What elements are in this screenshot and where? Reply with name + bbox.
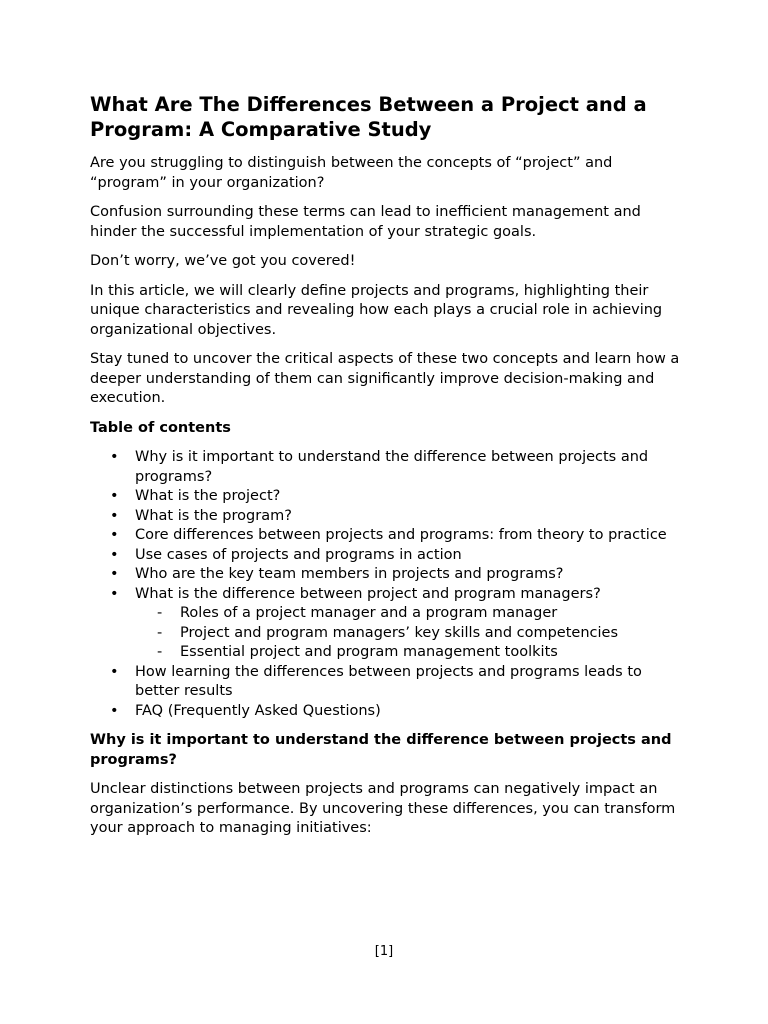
toc-item[interactable] [90, 702, 680, 722]
toc-item[interactable] [90, 546, 680, 566]
document-page [90, 92, 680, 849]
toc-item-label: What is the project? [135, 488, 281, 504]
toc-item-label: How learning the differences between projects and programs leads to better results [135, 663, 642, 699]
toc-subitem[interactable] [135, 604, 680, 624]
intro-paragraph: Stay tuned to uncover the critical aspects of these two concepts and learn how a deeper understanding of them can significantly improve decision-making and execution. [90, 351, 680, 406]
intro-paragraph: Confusion surrounding these terms can lead to inefficient management and hinder the successful implementation of your strategic goals. [90, 204, 641, 240]
toc-item[interactable] [90, 565, 680, 585]
page-number: [1] [374, 944, 394, 959]
section-heading: Why is it important to understand the difference between projects and programs? [90, 732, 672, 768]
bullet-icon: • [110, 507, 119, 524]
toc-item[interactable] [90, 448, 680, 487]
toc-item-label: Why is it important to understand the difference between projects and programs? [135, 449, 649, 485]
toc-item[interactable] [90, 585, 680, 663]
toc-subitem[interactable] [135, 624, 680, 644]
intro-paragraph: Don’t worry, we’ve got you covered! [90, 253, 356, 269]
toc-item[interactable] [90, 507, 680, 527]
intro-paragraph: In this article, we will clearly define projects and programs, highlighting their unique characteristics and revealing how each plays a crucial role in achieving organizational objectives. [90, 282, 663, 338]
toc-item[interactable] [90, 526, 680, 546]
dash-icon: - [157, 624, 163, 641]
toc-subitem-label: Roles of a project manager and a program manager [180, 605, 558, 621]
bullet-icon: • [110, 663, 119, 680]
toc-subitem[interactable] [135, 643, 680, 663]
toc-sublist [135, 604, 680, 663]
toc-item-label: Core differences between projects and programs: from theory to practice [135, 527, 667, 543]
toc-item-label: Who are the key team members in projects and programs? [135, 566, 564, 582]
toc-item[interactable] [90, 663, 680, 702]
article-title: What Are The Differences Between a Project and a Program: A Comparative Study [90, 93, 647, 141]
toc-heading: Table of contents [90, 419, 231, 436]
bullet-icon: • [110, 488, 119, 504]
toc-item[interactable] [90, 487, 680, 507]
intro-paragraph: Are you struggling to distinguish between the concepts of “project” and “program” in your organization? [90, 155, 613, 191]
bullet-icon: • [110, 585, 119, 602]
toc-item-label: What is the difference between project and program managers? [135, 585, 601, 602]
table-of-contents [90, 448, 680, 721]
toc-subitem-label: Essential project and program management toolkits [180, 644, 558, 660]
bullet-icon: • [110, 566, 119, 582]
toc-item-label: FAQ (Frequently Asked Questions) [135, 702, 381, 719]
toc-item-label: Use cases of projects and programs in action [135, 546, 462, 563]
bullet-icon: • [110, 449, 119, 465]
section-paragraph: Unclear distinctions between projects and programs can negatively impact an organization’s performance. By uncovering these differences, you can transform your approach to managing initiatives: [90, 781, 676, 836]
bullet-icon: • [110, 546, 119, 563]
dash-icon: - [157, 605, 163, 621]
toc-subitem-label: Project and program managers’ key skills and competencies [180, 624, 619, 641]
bullet-icon: • [110, 702, 119, 719]
bullet-icon: • [110, 527, 119, 543]
dash-icon: - [157, 644, 163, 660]
toc-item-label: What is the program? [135, 507, 292, 524]
